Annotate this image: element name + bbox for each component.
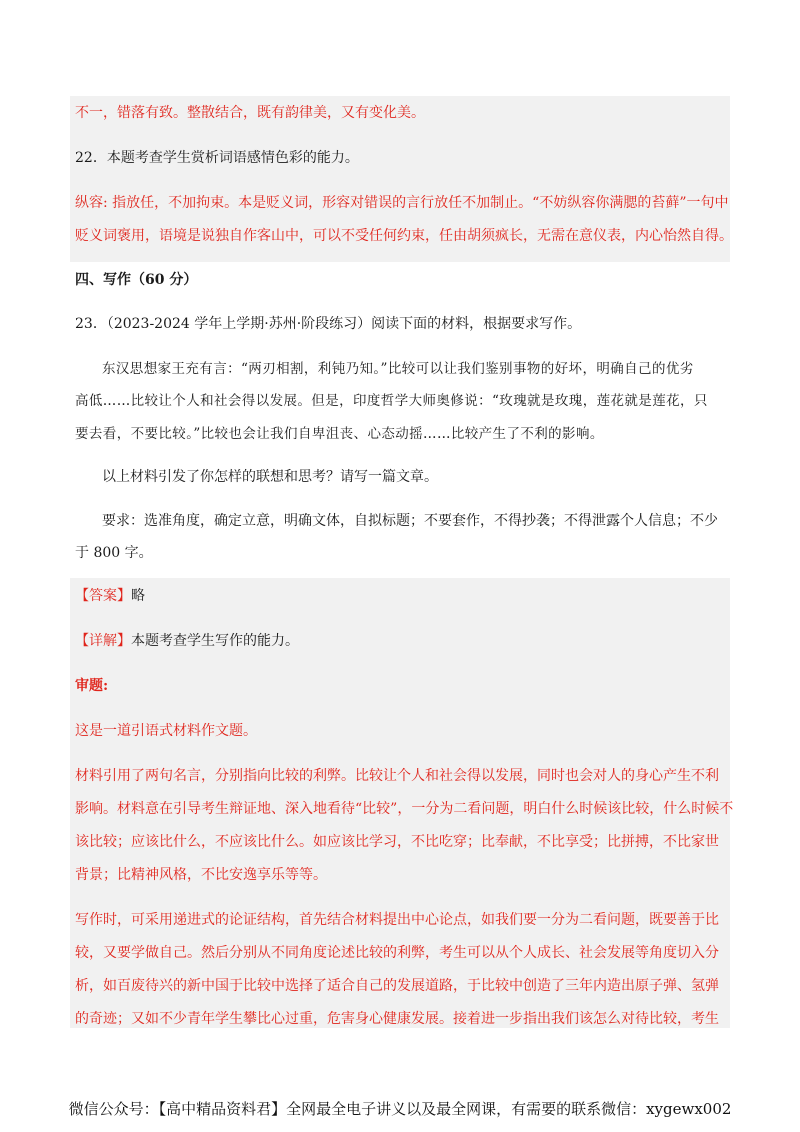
analysis-paragraph: 材料引用了两句名言，分别指向比较的利弊。比较让个人和社会得以发展，同时也会对人的身心产生不利 [75, 768, 719, 784]
page-footer: 微信公众号：【高中精品资料君】全网最全电子讲义以及最全网课，有需要的联系微信：xygewx002 [68, 1100, 732, 1118]
answer-text: 略 [131, 588, 145, 604]
section-title: 四、写作（60 分） [75, 272, 198, 288]
review-heading: 审题: [75, 678, 109, 694]
answer-tag: 【答案】 [75, 588, 131, 604]
material-text: 要去看，不要比较。”比较也会让我们自卑沮丧、心态动摇……比较产生了不利的影响。 [75, 426, 604, 442]
question-23-prompt: 23．（2023-2024 学年上学期·苏州·阶段练习）阅读下面的材料，根据要求写作。 [75, 316, 582, 332]
material-text: 高低……比较让个人和社会得以发展。但是，印度哲学大师奥修说：“玫瑰就是玫瑰，莲花就是莲花，只 [75, 393, 708, 409]
question-22-explanation: 贬义词褒用，语境是说独自作客山中，可以不受任何约束，任由胡须疯长，无需在意仪表，内心怡然自得。 [75, 228, 733, 244]
writing-guide-paragraph: 写作时，可采用递进式的论证结构，首先结合材料提出中心论点，如我们要一分为二看问题，既要善于比 [75, 912, 719, 928]
writing-requirements: 要求：选准角度，确定立意，明确文体，自拟标题；不要套作，不得抄袭；不得泄露个人信息；不少 [102, 513, 718, 529]
detail-tag: 【详解】 [75, 633, 131, 649]
analysis-paragraph: 背景；比精神风格，不比安逸享乐等等。 [75, 867, 327, 883]
analysis-paragraph: 该比较；应该比什么，不应该比什么。如应该比学习，不比吃穿；比奉献，不比享受；比拼搏，不比家世 [75, 834, 719, 850]
writing-guide-paragraph: 析，如百废待兴的新中国于比较中选择了适合自己的发展道路，于比较中创造了三年内造出原子弹、氢弹 [75, 978, 719, 994]
detail-text: 本题考查学生写作的能力。 [131, 633, 299, 649]
analysis-paragraph: 影响。材料意在引导考生辩证地、深入地看待“比较”，一分为二看问题，明白什么时候该比较，什么时候不 [75, 801, 734, 817]
answer-row [75, 586, 145, 606]
answer-line: 不一，错落有致。整散结合，既有韵律美，又有变化美。 [75, 105, 425, 121]
writing-guide-paragraph: 较，又要学做自己。然后分别从不同角度论述比较的利弊，考生可以从个人成长、社会发展等角度切入分 [75, 945, 719, 961]
material-text: 东汉思想家王充有言：“两刃相割，利钝乃知。”比较可以让我们鉴别事物的好坏，明确自己的优劣 [102, 361, 694, 377]
detail-row [75, 631, 299, 651]
question-22-explanation: 纵容: 指放任，不加拘束。本是贬义词，形容对错误的言行放任不加制止。“不妨纵容你满腮的苔藓”一句中 [75, 195, 729, 211]
writing-requirements: 于 800 字。 [75, 545, 153, 561]
writing-guide-paragraph: 的奇迹；又如不少青年学生攀比心过重，危害身心健康发展。接着进一步指出我们该怎么对待比较，考生 [75, 1011, 719, 1027]
writing-task: 以上材料引发了你怎样的联想和思考？请写一篇文章。 [102, 469, 438, 485]
question-22-title: 22．本题考查学生赏析词语感情色彩的能力。 [75, 150, 359, 166]
question-type-line: 这是一道引语式材料作文题。 [75, 723, 257, 739]
